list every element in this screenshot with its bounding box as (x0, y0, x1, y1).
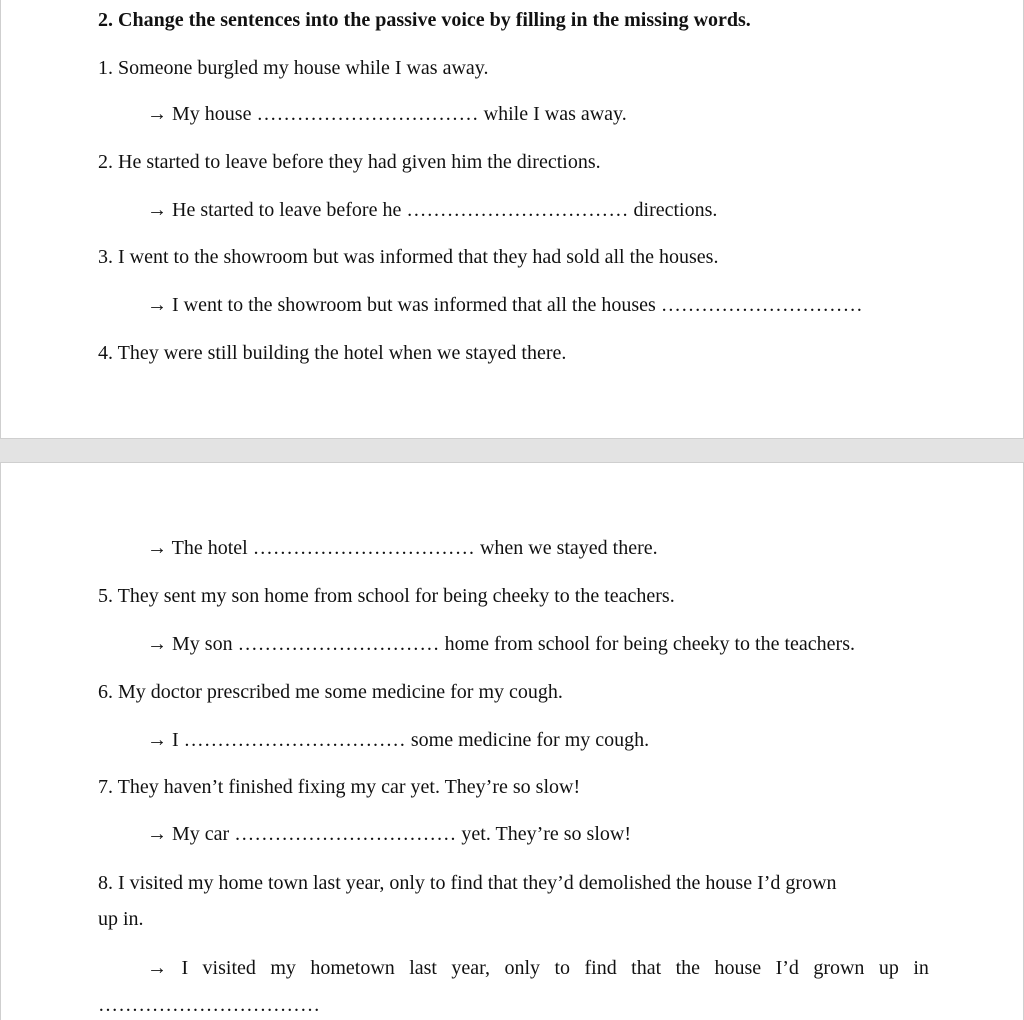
answer-6-suffix: some medicine for my cough. (410, 729, 650, 751)
answer-8-word: house (714, 957, 762, 979)
answer-1-blank[interactable]: …………………………… (256, 103, 479, 125)
arrow-icon: → (147, 957, 167, 979)
answer-3-prefix: I went to the showroom but was informed that all the houses (172, 294, 656, 316)
answer-2-blank[interactable]: …………………………… (406, 199, 629, 221)
answer-7-blank[interactable]: …………………………… (234, 823, 457, 845)
answer-8-blank[interactable] (98, 993, 320, 1017)
answer-3 (147, 293, 863, 317)
question-3: 3. I went to the showroom but was informed that they had sold all the houses. (98, 246, 719, 268)
arrow-icon: → (147, 294, 167, 316)
answer-8-word: visited (202, 957, 256, 979)
answer-8-word: grown (813, 957, 865, 979)
answer-6 (147, 728, 649, 752)
answer-7-suffix: yet. They’re so slow! (461, 823, 631, 845)
answer-2-prefix: He started to leave before he (172, 199, 402, 221)
answer-4-suffix: when we stayed there. (479, 537, 658, 559)
answer-8-word: up (878, 957, 899, 979)
answer-8-word: only (504, 957, 541, 979)
question-4: 4. They were still building the hotel when we stayed there. (98, 342, 567, 364)
arrow-icon: → (147, 199, 167, 221)
question-6: 6. My doctor prescribed me some medicine for my cough. (98, 681, 563, 703)
answer-7 (147, 822, 631, 846)
worksheet-page-1 (0, 0, 1024, 439)
answer-8 (147, 956, 929, 980)
answer-2 (147, 198, 717, 222)
arrow-icon: → (147, 729, 167, 751)
answer-1-prefix: My house (172, 103, 252, 125)
question-2: 2. He started to leave before they had given him the directions. (98, 151, 601, 173)
question-1: 1. Someone burgled my house while I was away. (98, 57, 489, 79)
arrow-icon: → (147, 537, 167, 559)
answer-6-blank[interactable]: …………………………… (183, 729, 406, 751)
answer-5-prefix: My son (172, 633, 233, 655)
answer-2-suffix: directions. (633, 199, 718, 221)
question-8-line-2: up in. (98, 908, 144, 930)
arrow-icon: → (147, 103, 167, 125)
question-8-line-1: 8. I visited my home town last year, only to find that they’d demolished the house I’d grown (98, 872, 837, 894)
answer-8-word: hometown (310, 957, 395, 979)
answer-8-word: to (554, 957, 571, 979)
answer-8-word: year, (451, 957, 491, 979)
answer-5-blank[interactable]: ………………………… (237, 633, 440, 655)
answer-1-suffix: while I was away. (483, 103, 627, 125)
arrow-icon: → (147, 823, 167, 845)
question-7: 7. They haven’t finished fixing my car yet. They’re so slow! (98, 776, 581, 798)
answer-4-prefix: The hotel (171, 537, 248, 559)
answer-8-word: I (181, 957, 189, 979)
answer-6-prefix: I (172, 729, 179, 751)
answer-3-blank[interactable]: ………………………… (660, 294, 863, 316)
answer-8-word: in (913, 957, 929, 979)
answer-4 (147, 536, 658, 560)
answer-4-blank[interactable]: …………………………… (252, 537, 475, 559)
answer-8-word: the (675, 957, 701, 979)
exercise-title: 2. Change the sentences into the passive voice by filling in the missing words. (98, 9, 751, 31)
answer-8-dots: …………………………… (98, 994, 321, 1016)
answer-5 (147, 632, 855, 656)
arrow-icon: → (147, 633, 167, 655)
answer-7-prefix: My car (172, 823, 230, 845)
answer-8-word: that (631, 957, 662, 979)
answer-8-word: find (584, 957, 617, 979)
question-5: 5. They sent my son home from school for being cheeky to the teachers. (98, 585, 675, 607)
answer-5-suffix: home from school for being cheeky to the teachers. (444, 633, 855, 655)
answer-8-word: my (270, 957, 296, 979)
answer-1 (147, 102, 627, 126)
answer-8-word: I’d (775, 957, 799, 979)
answer-8-word: last (409, 957, 437, 979)
worksheet-page-2 (0, 462, 1024, 1020)
